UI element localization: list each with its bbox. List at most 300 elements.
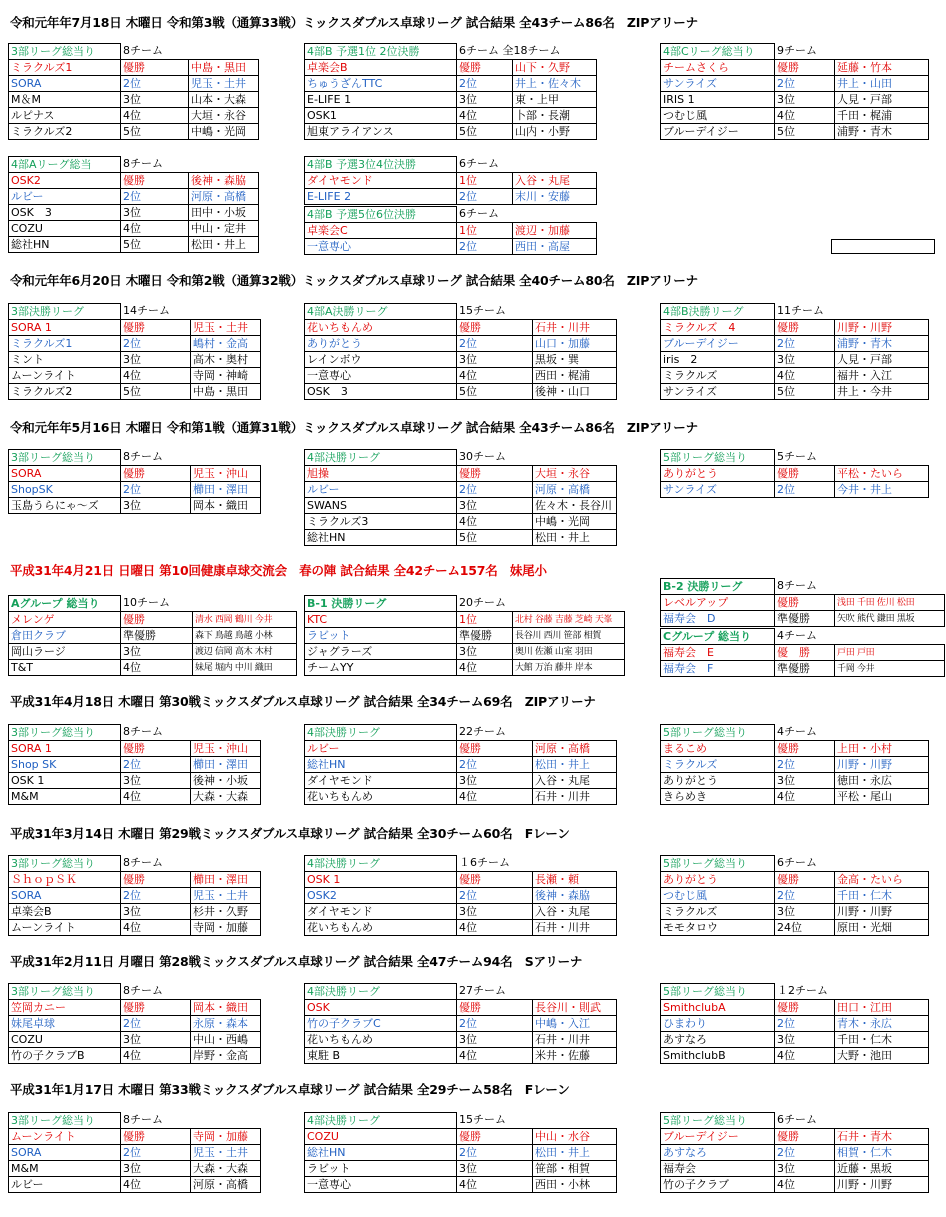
player-names: 長瀬・頼: [533, 872, 617, 888]
team-name: M＆M: [9, 92, 121, 108]
rank: 3位: [121, 1032, 191, 1048]
rank: 4位: [457, 920, 533, 936]
team-count: 6チーム: [775, 856, 929, 872]
player-names: 嶋村・金高: [191, 336, 261, 352]
table-row: [305, 336, 617, 352]
team-name: レインボウ: [305, 352, 457, 368]
rank: 4位: [457, 108, 513, 124]
player-names: 近藤・黒坂: [835, 1161, 929, 1177]
team-name: 花いちもんめ: [305, 789, 457, 805]
table-row: [9, 1000, 261, 1016]
team-name: ちゅうざんTTC: [305, 76, 457, 92]
table-row: [305, 482, 617, 498]
player-names: 後神・小坂: [191, 773, 261, 789]
table-row: [9, 1161, 261, 1177]
player-names: 卜部・長潮: [513, 108, 597, 124]
team-name: 花いちもんめ: [305, 1032, 457, 1048]
table-row: [305, 644, 625, 660]
player-names: 川野・川野: [835, 757, 929, 773]
league-table: [660, 449, 929, 498]
team-name: 竹の子クラブC: [305, 1016, 457, 1032]
section-title: 令和元年年5月16日 木曜日 令和第1戦（通算31戦）ミックスダブルス卓球リーグ 試合結果 全43チーム86名 ZIPアリーナ: [10, 420, 698, 435]
rank: 2位: [457, 239, 513, 255]
rank: 24位: [775, 920, 835, 936]
player-names: 大森・大森: [191, 789, 261, 805]
team-name: Shop SK: [9, 757, 121, 773]
player-names: 笹部・相賀: [533, 1161, 617, 1177]
team-name: 総社HN: [9, 237, 121, 253]
rank: 3位: [121, 1161, 191, 1177]
team-name: ミラクルズ 4: [661, 320, 775, 336]
player-names: 原田・光畑: [835, 920, 929, 936]
table-row: [305, 628, 625, 644]
team-name: 総社HN: [305, 1145, 457, 1161]
team-name: OSK1: [305, 108, 457, 124]
rank: 優勝: [121, 60, 189, 76]
table-row: [9, 92, 259, 108]
rank: 2位: [121, 1145, 191, 1161]
rank: 優勝: [457, 872, 533, 888]
league-header: 3部リーグ総当り: [9, 44, 121, 60]
table-row: [305, 1048, 617, 1064]
team-name: つむじ風: [661, 108, 775, 124]
rank: 4位: [457, 368, 533, 384]
team-name: 一意専心: [305, 1177, 457, 1193]
player-names: 大垣・永谷: [533, 466, 617, 482]
league-header: 3部リーグ総当り: [9, 725, 121, 741]
team-name: 花いちもんめ: [305, 920, 457, 936]
table-row: [9, 466, 261, 482]
team-name: レベルアップ: [661, 595, 775, 611]
section-title: 平成31年4月18日 木曜日 第30戦ミックスダブルス卓球リーグ 試合結果 全34チーム69名 ZIPアリーナ: [10, 694, 596, 709]
team-name: T&T: [9, 660, 121, 676]
rank: 優勝: [775, 320, 835, 336]
team-name: SORA: [9, 76, 121, 92]
rank: 3位: [121, 644, 193, 660]
player-names: 千田・梶浦: [835, 108, 929, 124]
section-title: 平成31年2月11日 月曜日 第28戦ミックスダブルス卓球リーグ 試合結果 全47チーム94名 Sアリーナ: [10, 954, 583, 969]
league-table: [660, 43, 929, 140]
team-count: 30チーム: [457, 450, 617, 466]
rank: 3位: [775, 1032, 835, 1048]
table-row: [661, 757, 929, 773]
table-row: [305, 757, 617, 773]
rank: 優勝: [121, 320, 191, 336]
table-row: [9, 108, 259, 124]
rank: 2位: [121, 336, 191, 352]
team-count: 11チーム: [775, 304, 929, 320]
team-name: 福寿会 D: [661, 611, 775, 627]
player-names: 平松・尾山: [835, 789, 929, 805]
rank: 2位: [775, 757, 835, 773]
table-row: [9, 60, 259, 76]
team-name: ルビー: [9, 189, 121, 205]
team-name: 総社HN: [305, 530, 457, 546]
table-row: [9, 482, 261, 498]
table-row: [305, 76, 597, 92]
player-names: 東・上甲: [513, 92, 597, 108]
league-table: [8, 43, 259, 140]
table-row: [9, 336, 261, 352]
table-row: [305, 920, 617, 936]
team-count: 6チーム 全18チーム: [457, 44, 597, 60]
rank: 4位: [775, 368, 835, 384]
league-table: [660, 855, 929, 936]
rank: 4位: [457, 789, 533, 805]
rank: 3位: [121, 92, 189, 108]
rank: 2位: [457, 757, 533, 773]
player-names: 河原・高橋: [533, 741, 617, 757]
player-names: 末川・安藤: [513, 189, 597, 205]
rank: 優勝: [457, 466, 533, 482]
table-row: [661, 320, 929, 336]
player-names: 浅田 千田 佐川 松田: [835, 595, 945, 611]
table-row: [9, 320, 261, 336]
team-name: OSK 3: [9, 205, 121, 221]
player-names: 千岡 今井: [835, 661, 945, 677]
rank: 優勝: [121, 612, 193, 628]
team-name: あすなろ: [661, 1145, 775, 1161]
team-name: ブルーデイジー: [661, 124, 775, 140]
league-header: 4部決勝リーグ: [305, 1113, 457, 1129]
player-names: 福井・入江: [835, 368, 929, 384]
league-header: Aグループ 総当り: [9, 596, 121, 612]
player-names: 井上・佐々木: [513, 76, 597, 92]
table-row: [9, 904, 261, 920]
table-row: [661, 60, 929, 76]
team-name: M&M: [9, 1161, 121, 1177]
league-header: 3部リーグ総当り: [9, 984, 121, 1000]
league-table: [304, 43, 597, 140]
table-row: [9, 352, 261, 368]
team-count: 9チーム: [775, 44, 929, 60]
player-names: 矢吹 熊代 鎌田 黒坂: [835, 611, 945, 627]
table-row: [9, 628, 297, 644]
player-names: 田中・小坂: [189, 205, 259, 221]
empty-cell: [831, 239, 935, 254]
rank: 4位: [121, 221, 189, 237]
league-table: [304, 724, 617, 805]
team-name: ムーンライト: [9, 920, 121, 936]
table-row: [305, 1161, 617, 1177]
player-names: 大森・大森: [191, 1161, 261, 1177]
player-names: 櫛田・澤田: [191, 757, 261, 773]
player-names: 高木・奥村: [191, 352, 261, 368]
player-names: 西田・梶浦: [533, 368, 617, 384]
team-name: OSK: [305, 1000, 457, 1016]
player-names: 石井・川井: [533, 920, 617, 936]
player-names: 入谷・丸尾: [513, 173, 597, 189]
team-count: 8チーム: [775, 579, 945, 595]
league-table: [8, 724, 261, 805]
rank: 優勝: [775, 741, 835, 757]
league-table: [304, 1112, 617, 1193]
table-row: [9, 124, 259, 140]
league-header: 3部リーグ総当り: [9, 1113, 121, 1129]
league-header: 5部リーグ総当り: [661, 450, 775, 466]
rank: 3位: [457, 498, 533, 514]
league-header: 4部B 予選3位4位決勝: [305, 157, 457, 173]
table-row: [661, 789, 929, 805]
team-name: 旭操: [305, 466, 457, 482]
team-name: つむじ風: [661, 888, 775, 904]
player-names: 渡辺・加藤: [513, 223, 597, 239]
league-header: Cグループ 総当り: [661, 629, 775, 645]
rank: 4位: [775, 1177, 835, 1193]
table-row: [9, 920, 261, 936]
table-row: [661, 1000, 929, 1016]
team-count: 8チーム: [121, 1113, 261, 1129]
section-title: 平成31年3月14日 木曜日 第29戦ミックスダブルス卓球リーグ 試合結果 全30チーム60名 Fレーン: [10, 826, 570, 841]
player-names: 西田・高屋: [513, 239, 597, 255]
section-title: 平成31年1月17日 木曜日 第33戦ミックスダブルス卓球リーグ 試合結果 全29チーム58名 Fレーン: [10, 1082, 570, 1097]
player-names: 金高・たいら: [835, 872, 929, 888]
rank: 2位: [121, 76, 189, 92]
team-count: 8チーム: [121, 984, 261, 1000]
table-row: [661, 466, 929, 482]
player-names: 石井・青木: [835, 1129, 929, 1145]
team-name: 玉島うらにゃ～ズ: [9, 498, 121, 514]
player-names: 河原・高橋: [533, 482, 617, 498]
table-row: [661, 1129, 929, 1145]
player-names: 河原・高橋: [189, 189, 259, 205]
player-names: 後神・山口: [533, 384, 617, 400]
table-row: [305, 108, 597, 124]
team-name: KTC: [305, 612, 457, 628]
table-row: [661, 904, 929, 920]
player-names: 山内・小野: [513, 124, 597, 140]
table-row: [9, 1048, 261, 1064]
table-row: [9, 872, 261, 888]
team-name: メレンゲ: [9, 612, 121, 628]
team-count: 8チーム: [121, 856, 261, 872]
league-header: 4部決勝リーグ: [305, 984, 457, 1000]
rank: 3位: [121, 205, 189, 221]
rank: 優勝: [457, 741, 533, 757]
team-name: 卓楽会B: [9, 904, 121, 920]
table-row: [661, 611, 945, 627]
player-names: 中山・水谷: [533, 1129, 617, 1145]
rank: 4位: [121, 1177, 191, 1193]
rank: 5位: [457, 124, 513, 140]
table-row: [305, 612, 625, 628]
rank: 優勝: [775, 872, 835, 888]
table-row: [661, 76, 929, 92]
rank: 3位: [121, 498, 191, 514]
table-row: [661, 595, 945, 611]
team-name: ルビー: [9, 1177, 121, 1193]
player-names: 中嶋・光岡: [533, 514, 617, 530]
team-count: 10チーム: [121, 596, 297, 612]
table-row: [9, 660, 297, 676]
league-header: 4部決勝リーグ: [305, 725, 457, 741]
rank: 4位: [121, 660, 193, 676]
player-names: 石井・川井: [533, 789, 617, 805]
rank: 3位: [457, 352, 533, 368]
team-count: 15チーム: [457, 304, 617, 320]
league-header: 5部リーグ総当り: [661, 1113, 775, 1129]
rank: 4位: [775, 108, 835, 124]
player-names: 千田・仁木: [835, 1032, 929, 1048]
player-names: 徳田・永広: [835, 773, 929, 789]
league-table: [304, 595, 625, 676]
player-names: 児玉・土井: [191, 320, 261, 336]
player-names: 寺岡・加藤: [191, 920, 261, 936]
table-row: [305, 789, 617, 805]
league-header: B-2 決勝リーグ: [661, 579, 775, 595]
rank: 4位: [121, 1048, 191, 1064]
team-count: 4チーム: [775, 725, 929, 741]
league-table: [304, 303, 617, 400]
team-name: ミラクルズ2: [9, 124, 121, 140]
table-row: [661, 872, 929, 888]
team-name: 一意専心: [305, 239, 457, 255]
league-table: [660, 628, 945, 677]
player-names: 田口・江田: [835, 1000, 929, 1016]
team-name: サンライズ: [661, 384, 775, 400]
table-row: [9, 189, 259, 205]
table-row: [305, 189, 597, 205]
rank: 2位: [457, 76, 513, 92]
team-name: ありがとう: [661, 466, 775, 482]
rank: 1位: [457, 612, 513, 628]
team-name: きらめき: [661, 789, 775, 805]
table-row: [305, 124, 597, 140]
table-row: [305, 773, 617, 789]
table-row: [661, 1177, 929, 1193]
table-row: [661, 352, 929, 368]
league-header: 3部リーグ総当り: [9, 450, 121, 466]
league-table: [304, 156, 597, 205]
team-name: 福寿会: [661, 1161, 775, 1177]
league-table: [660, 983, 929, 1064]
team-name: ミラクルズ: [661, 757, 775, 773]
team-name: SORA: [9, 888, 121, 904]
player-names: 後神・森脇: [533, 888, 617, 904]
rank: 優勝: [775, 60, 835, 76]
league-header: 4部B決勝リーグ: [661, 304, 775, 320]
rank: 5位: [457, 530, 533, 546]
team-name: SORA 1: [9, 320, 121, 336]
rank: 準優勝: [775, 661, 835, 677]
rank: 2位: [457, 482, 533, 498]
rank: 4位: [457, 1177, 533, 1193]
table-row: [305, 872, 617, 888]
table-row: [305, 1000, 617, 1016]
team-name: E-LIFE 2: [305, 189, 457, 205]
league-table: [304, 206, 597, 255]
table-row: [305, 239, 597, 255]
team-name: ラビット: [305, 628, 457, 644]
table-row: [661, 482, 929, 498]
table-row: [305, 1032, 617, 1048]
rank: 4位: [121, 920, 191, 936]
table-row: [305, 514, 617, 530]
league-header: 5部リーグ総当り: [661, 725, 775, 741]
player-names: 岡本・織田: [191, 1000, 261, 1016]
player-names: 岸野・金高: [191, 1048, 261, 1064]
player-names: 長谷川・則武: [533, 1000, 617, 1016]
rank: 4位: [775, 1048, 835, 1064]
table-row: [661, 1032, 929, 1048]
table-row: [305, 466, 617, 482]
team-name: SWANS: [305, 498, 457, 514]
team-name: 笠岡カニー: [9, 1000, 121, 1016]
player-names: 渡辺 信岡 高木 木村: [193, 644, 297, 660]
team-name: COZU: [9, 221, 121, 237]
league-table: [8, 303, 261, 400]
league-header: 5部リーグ総当り: [661, 856, 775, 872]
league-header: 4部Aリーグ総当: [9, 157, 121, 173]
league-table: [8, 1112, 261, 1193]
player-names: 井上・山田: [835, 76, 929, 92]
team-name: SmithclubB: [661, 1048, 775, 1064]
team-count: 20チーム: [457, 596, 625, 612]
table-row: [305, 1177, 617, 1193]
rank: 2位: [457, 189, 513, 205]
rank: 4位: [457, 660, 513, 676]
table-row: [9, 173, 259, 189]
player-names: 後神・森脇: [189, 173, 259, 189]
table-row: [9, 1145, 261, 1161]
rank: 3位: [775, 773, 835, 789]
player-names: 松田・井上: [533, 530, 617, 546]
league-table: [304, 855, 617, 936]
table-row: [9, 384, 261, 400]
rank: 1位: [457, 223, 513, 239]
team-name: ルビー: [305, 741, 457, 757]
league-table: [304, 449, 617, 546]
team-count: 14チーム: [121, 304, 261, 320]
player-names: 寺岡・神崎: [191, 368, 261, 384]
league-table: [660, 303, 929, 400]
team-name: iris 2: [661, 352, 775, 368]
player-names: 石井・川井: [533, 320, 617, 336]
rank: 3位: [457, 904, 533, 920]
team-name: チームさくら: [661, 60, 775, 76]
team-name: OSK 1: [305, 872, 457, 888]
player-names: 人見・戸部: [835, 352, 929, 368]
team-name: SORA: [9, 466, 121, 482]
table-row: [9, 1177, 261, 1193]
table-row: [9, 221, 259, 237]
team-name: ラビット: [305, 1161, 457, 1177]
team-name: ムーンライト: [9, 1129, 121, 1145]
league-header: 4部決勝リーグ: [305, 450, 457, 466]
table-row: [9, 368, 261, 384]
player-names: 川野・川野: [835, 904, 929, 920]
rank: 2位: [775, 888, 835, 904]
team-name: ムーンライト: [9, 368, 121, 384]
team-name: ダイヤモンド: [305, 904, 457, 920]
team-name: OSK 3: [305, 384, 457, 400]
team-name: ミラクルズ1: [9, 60, 121, 76]
table-row: [661, 1016, 929, 1032]
team-name: ミラクルズ1: [9, 336, 121, 352]
team-name: SORA 1: [9, 741, 121, 757]
rank: 1位: [457, 173, 513, 189]
rank: 準優勝: [457, 628, 513, 644]
player-names: 児玉・土井: [191, 1145, 261, 1161]
league-header: 3部リーグ総当り: [9, 856, 121, 872]
table-row: [305, 352, 617, 368]
table-row: [661, 661, 945, 677]
table-row: [661, 920, 929, 936]
team-count: 27チーム: [457, 984, 617, 1000]
table-row: [305, 223, 597, 239]
league-header: B-1 決勝リーグ: [305, 596, 457, 612]
rank: 優勝: [121, 1129, 191, 1145]
